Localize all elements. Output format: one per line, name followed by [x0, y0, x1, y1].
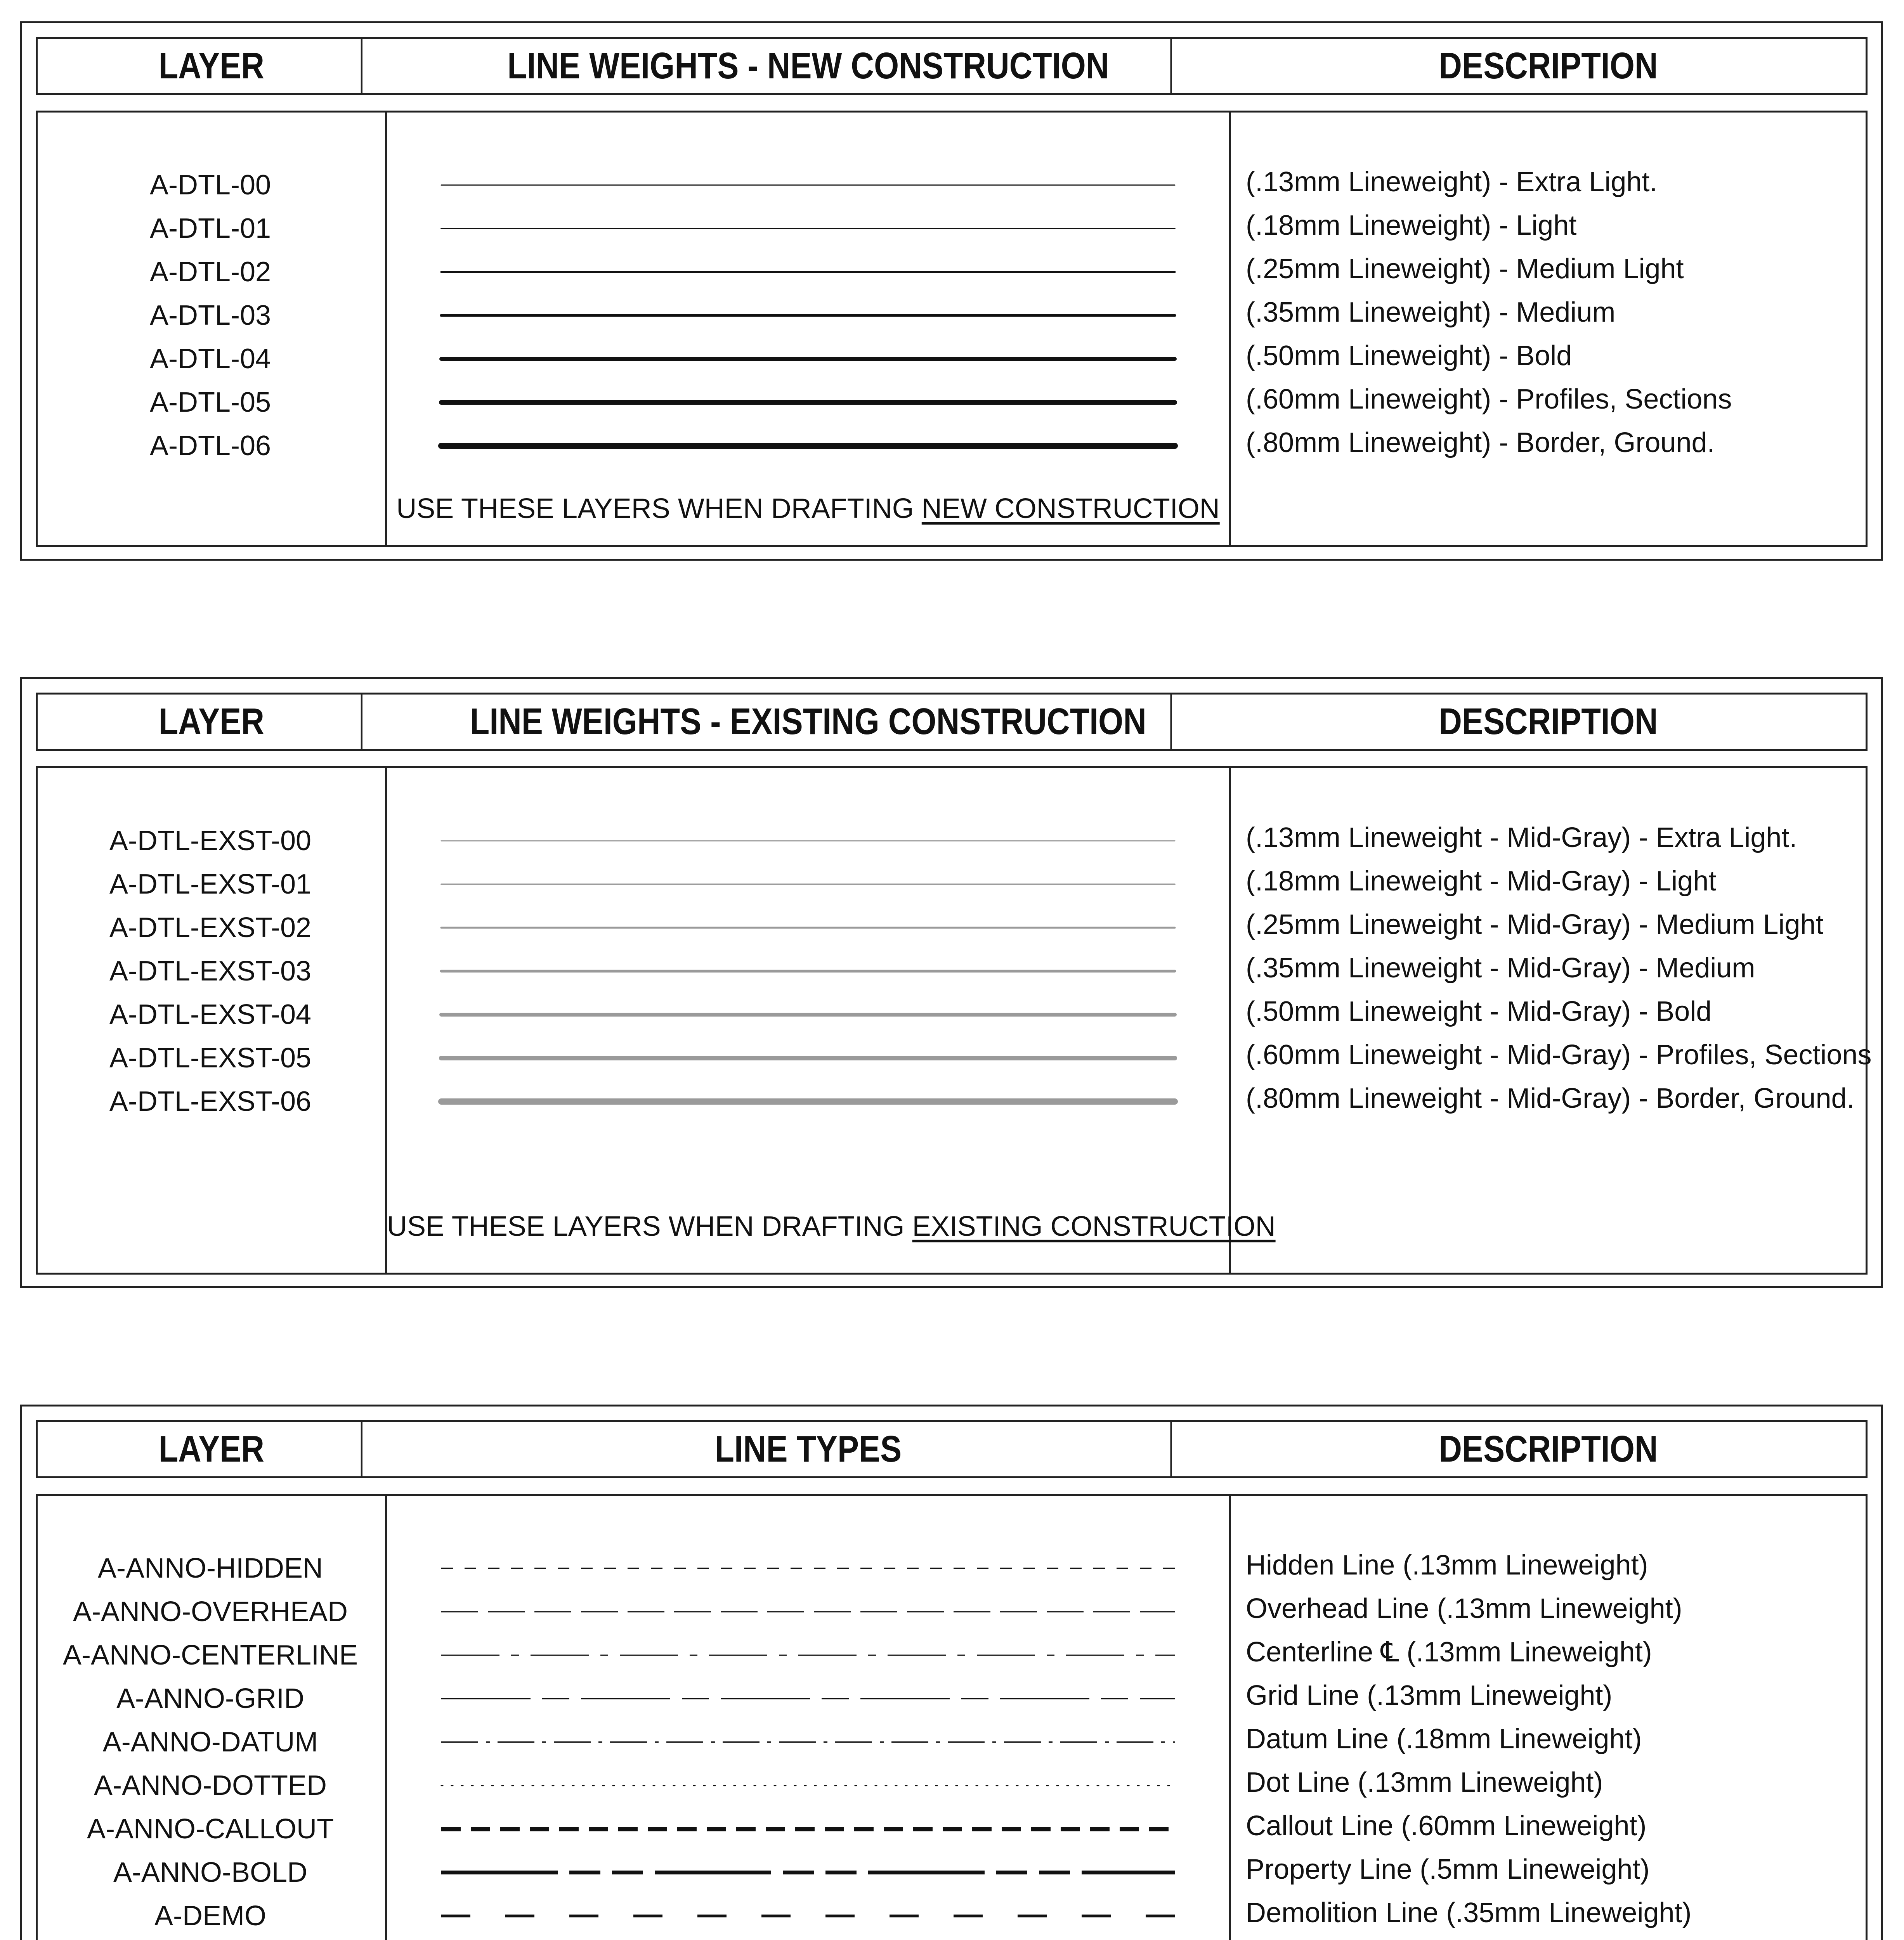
header-layer: LAYER — [62, 695, 362, 749]
layer-name: A-DTL-EXST-01 — [109, 869, 312, 900]
row-description: (.25mm Lineweight - Mid-Gray) - Medium Light — [1246, 909, 1824, 940]
header-description: DESCRIPTION — [1439, 45, 1658, 87]
row-description: Datum Line (.18mm Lineweight) — [1246, 1723, 1642, 1755]
row-description: (.18mm Lineweight - Mid-Gray) - Light — [1246, 866, 1717, 897]
layer-name: A-ANNO-CENTERLINE — [62, 1640, 358, 1671]
description-column — [1231, 113, 1866, 545]
row-description: (.50mm Lineweight) - Bold — [1246, 340, 1572, 371]
header-row — [36, 37, 1868, 95]
usage-note — [387, 1211, 1276, 1242]
row-description: (.50mm Lineweight - Mid-Gray) - Bold — [1246, 996, 1712, 1027]
layer-name: A-DTL-02 — [149, 256, 271, 288]
header-layer: LAYER — [62, 39, 362, 93]
usage-note-prefix: USE THESE LAYERS WHEN DRAFTING — [396, 493, 922, 524]
header-row — [36, 693, 1868, 751]
row-description: (.13mm Lineweight - Mid-Gray) - Extra Light. — [1246, 822, 1797, 853]
row-description: (.80mm Lineweight) - Border, Ground. — [1246, 427, 1715, 458]
row-description: Overhead Line (.13mm Lineweight) — [1246, 1593, 1682, 1624]
layer-name: A-DEMO — [154, 1900, 266, 1931]
line-samples-column — [387, 1496, 1231, 1940]
header-row — [36, 1420, 1868, 1478]
row-description: Property Line (.5mm Lineweight) — [1246, 1854, 1650, 1885]
layer-name: A-DTL-01 — [149, 213, 271, 244]
layer-name: A-ANNO-DOTTED — [94, 1770, 327, 1801]
panel-line-types — [20, 1405, 1883, 1940]
layer-column — [38, 1496, 387, 1940]
layer-column — [38, 768, 387, 1273]
row-description: (.60mm Lineweight) - Profiles, Sections — [1246, 384, 1732, 415]
layer-name: A-DTL-06 — [149, 430, 271, 461]
layer-name: A-DTL-05 — [149, 387, 271, 418]
header-description: DESCRIPTION — [1439, 1428, 1658, 1470]
usage-note-emphasis: EXISTING CONSTRUCTION — [912, 1211, 1276, 1242]
header-line-weights: LINE WEIGHTS - NEW CONSTRUCTION — [446, 39, 1172, 93]
layer-column — [38, 113, 387, 545]
header-layer: LAYER — [62, 1422, 362, 1476]
header-line-weights: LINE WEIGHTS - EXISTING CONSTRUCTION — [446, 695, 1172, 749]
line-samples — [387, 768, 1229, 1273]
layer-name: A-DTL-EXST-04 — [109, 999, 312, 1030]
panel-existing-construction — [20, 677, 1883, 1288]
layer-name: A-DTL-EXST-02 — [109, 912, 312, 943]
layer-name: A-DTL-00 — [149, 170, 271, 201]
row-description: (.18mm Lineweight) - Light — [1246, 210, 1577, 241]
usage-note-prefix: USE THESE LAYERS WHEN DRAFTING — [387, 1211, 912, 1242]
row-description: (.35mm Lineweight - Mid-Gray) - Medium — [1246, 953, 1755, 984]
panel-new-construction — [20, 21, 1883, 561]
row-description: Hidden Line (.13mm Lineweight) — [1246, 1550, 1648, 1581]
header-line-types: LINE TYPES — [446, 1422, 1172, 1476]
line-samples — [387, 1496, 1229, 1940]
row-description: (.25mm Lineweight) - Medium Light — [1246, 253, 1684, 284]
layer-name: A-DTL-03 — [149, 300, 271, 331]
usage-note-emphasis: NEW CONSTRUCTION — [921, 493, 1220, 524]
row-description: (.35mm Lineweight) - Medium — [1246, 297, 1616, 328]
layer-name: A-DTL-04 — [149, 343, 271, 374]
description-column — [1231, 768, 1872, 1273]
table-body — [36, 1494, 1868, 1940]
layer-name: A-ANNO-BOLD — [113, 1857, 308, 1888]
line-samples-column — [387, 113, 1231, 545]
row-description: (.80mm Lineweight - Mid-Gray) - Border, Ground. — [1246, 1083, 1855, 1114]
layer-name: A-DTL-EXST-00 — [109, 825, 312, 856]
layer-name: A-DTL-EXST-05 — [109, 1043, 312, 1074]
row-description: (.13mm Lineweight) - Extra Light. — [1246, 166, 1658, 197]
layer-name: A-ANNO-CALLOUT — [87, 1814, 334, 1845]
description-column — [1231, 1496, 1866, 1940]
table-body — [36, 766, 1872, 1275]
row-description: Grid Line (.13mm Lineweight) — [1246, 1680, 1613, 1711]
table-body — [36, 111, 1868, 547]
layer-name: A-ANNO-DATUM — [102, 1727, 318, 1758]
row-description: Centerline ℄ (.13mm Lineweight) — [1246, 1637, 1652, 1668]
row-description: (.60mm Lineweight - Mid-Gray) - Profiles, Sections — [1246, 1039, 1872, 1070]
layer-name: A-ANNO-OVERHEAD — [73, 1596, 348, 1627]
layer-name: A-DTL-EXST-06 — [109, 1086, 312, 1117]
line-samples-column — [387, 768, 1276, 1273]
header-description: DESCRIPTION — [1439, 701, 1658, 742]
row-description: Callout Line (.60mm Lineweight) — [1246, 1810, 1647, 1841]
usage-note — [387, 493, 1229, 525]
row-description: Dot Line (.13mm Lineweight) — [1246, 1767, 1603, 1798]
layer-name: A-ANNO-HIDDEN — [97, 1553, 323, 1584]
row-description: Demolition Line (.35mm Lineweight) — [1246, 1897, 1692, 1928]
line-samples — [387, 113, 1229, 545]
layer-name: A-DTL-EXST-03 — [109, 956, 312, 987]
layer-name: A-ANNO-GRID — [116, 1683, 304, 1714]
